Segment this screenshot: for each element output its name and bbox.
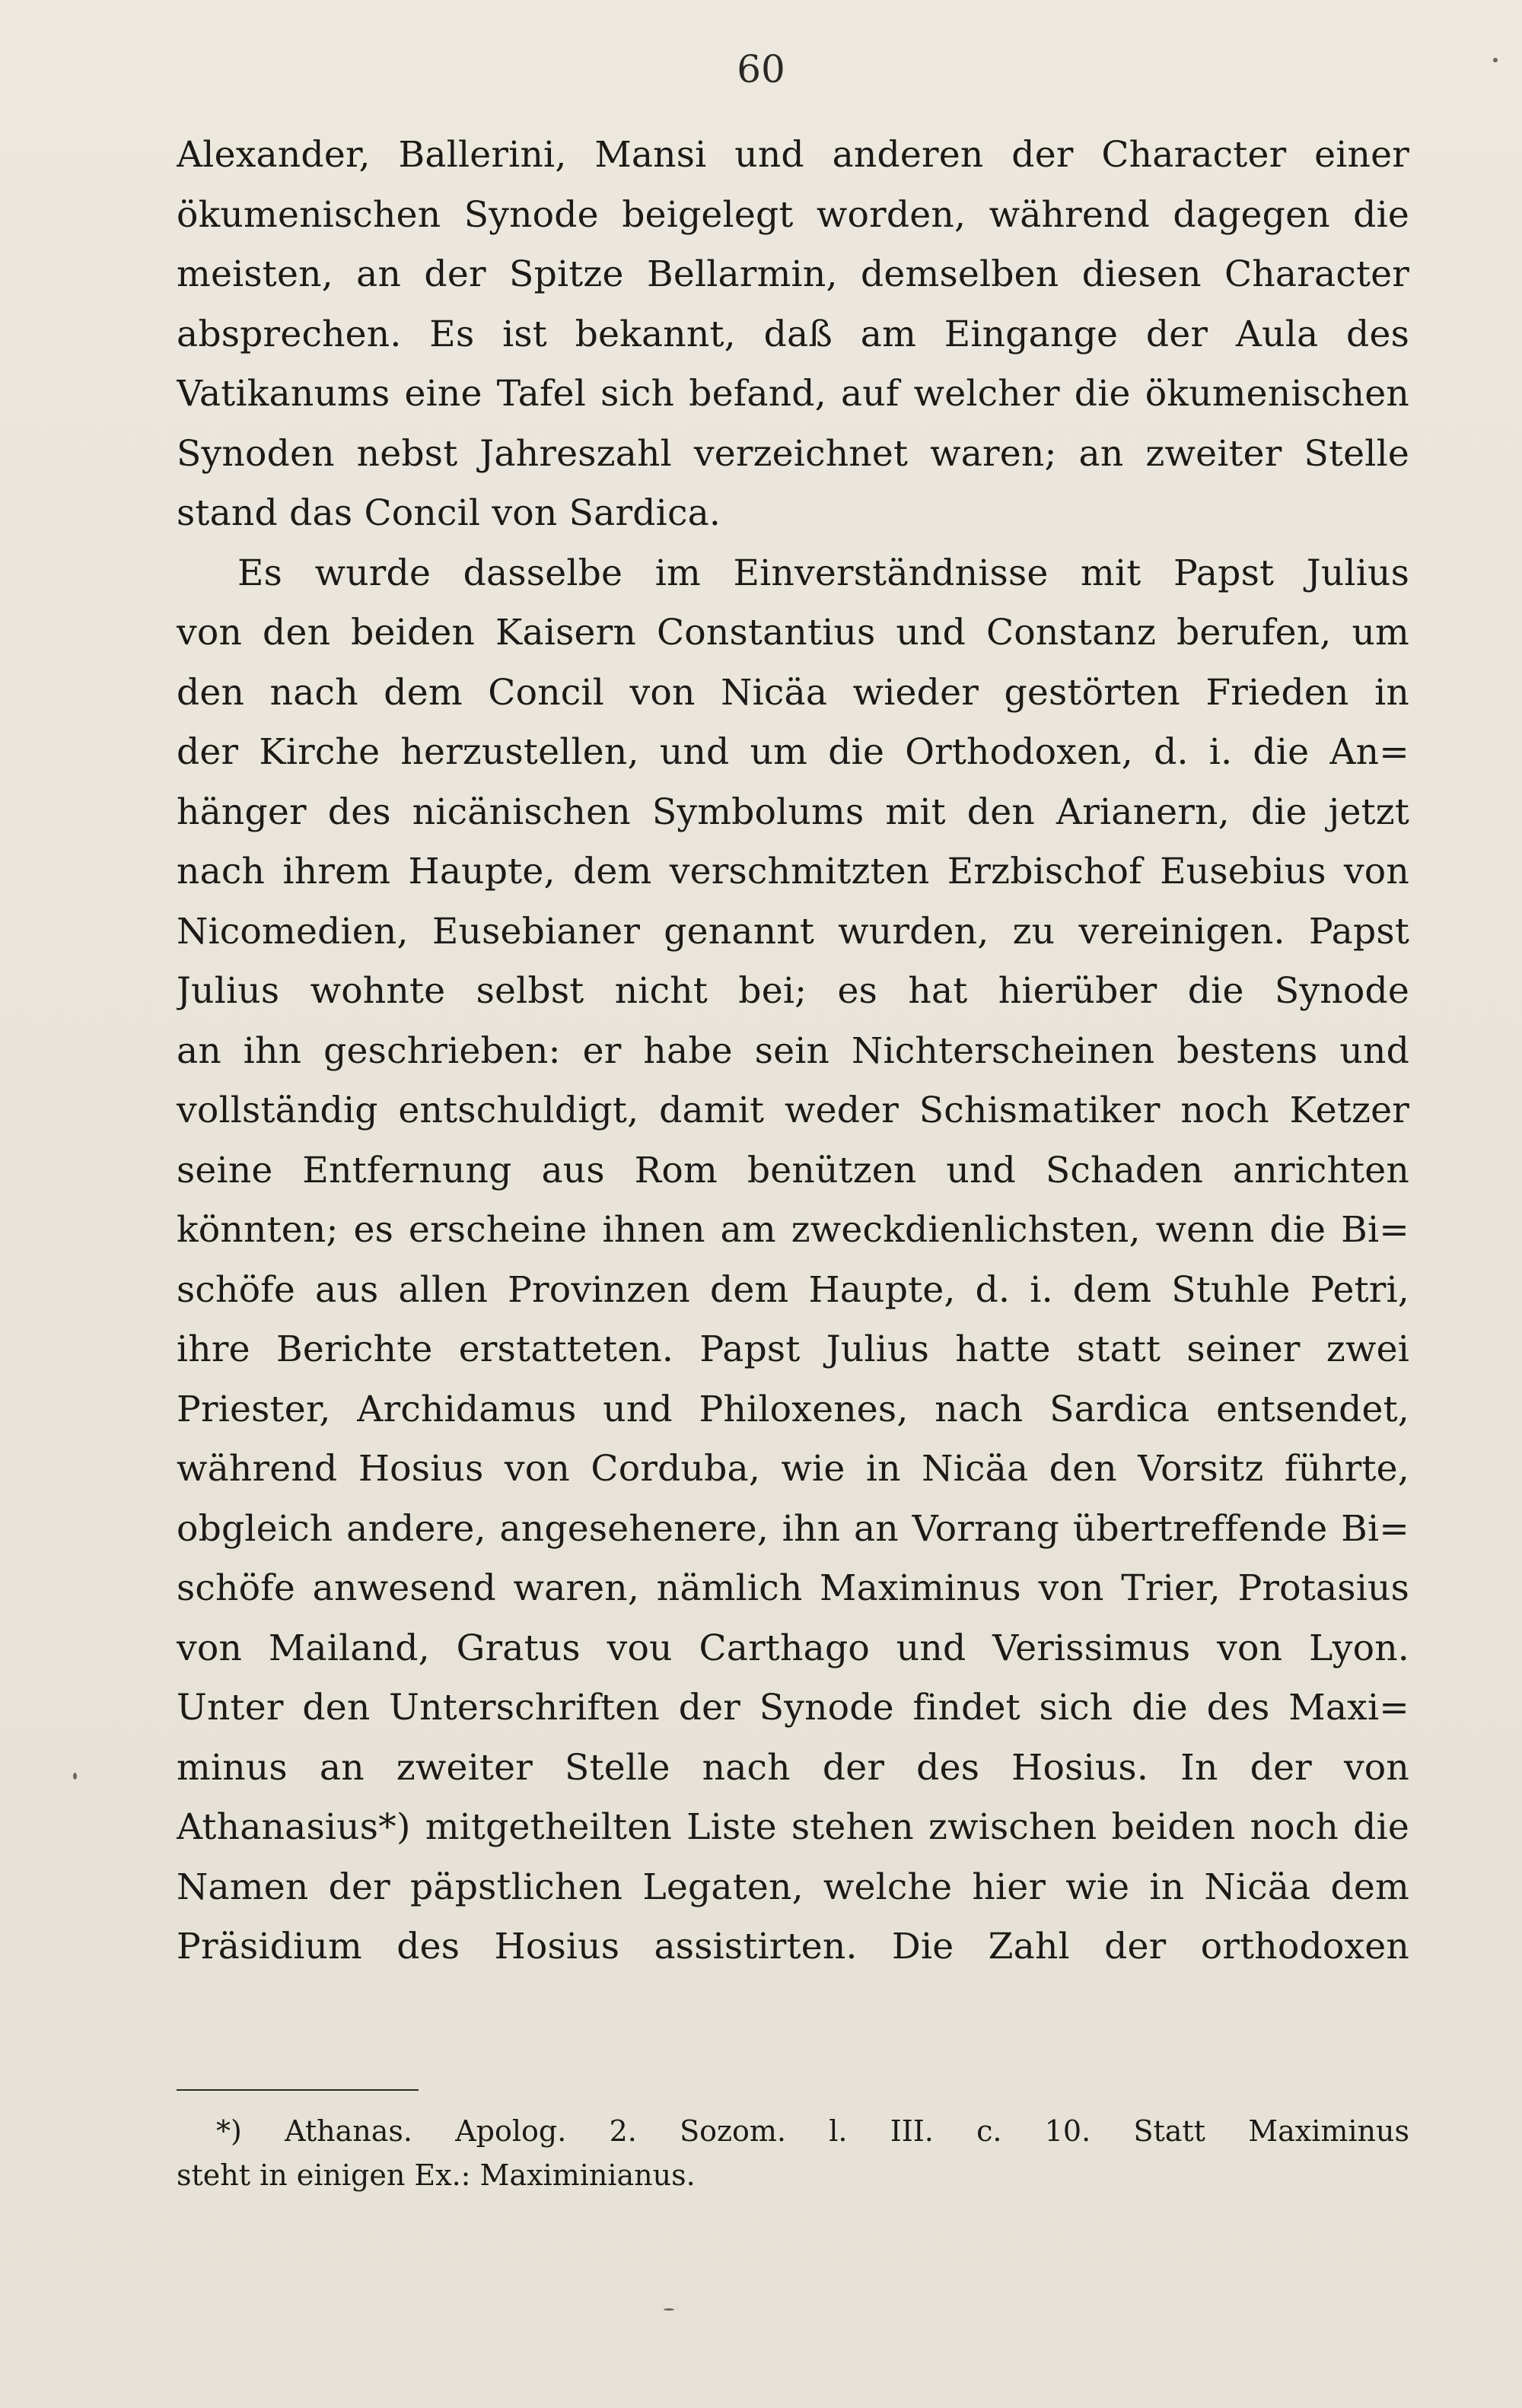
- body-text: [177, 126, 1409, 1977]
- text-line: Nicomedien, Eusebianer genannt wurden, zu vereinigen. Papst: [177, 910, 1409, 953]
- text-line: Priester, Archidamus und Philoxenes, nach Sardica entsendet,: [177, 1388, 1409, 1430]
- text-line: von Mailand, Gratus vou Carthago und Verissimus von Lyon.: [177, 1627, 1409, 1669]
- text-line: Namen der päpstlichen Legaten, welche hier wie in Nicäa dem: [177, 1866, 1409, 1908]
- text-line: Alexander, Ballerini, Mansi und anderen der Character einer: [177, 134, 1409, 176]
- text-line: Unter den Unterschriften der Synode findet sich die des Maxi=: [177, 1687, 1409, 1729]
- text-line: schöfe anwesend waren, nämlich Maximinus von Trier, Protasius: [177, 1567, 1409, 1609]
- paper-speck: [664, 2308, 674, 2311]
- paragraph-end-line: stand das Concil von Sardica.: [177, 492, 721, 534]
- footnote-line: *) Athanas. Apolog. 2. Sozom. l. III. c. 10. Statt Maximinus: [216, 2114, 1409, 2148]
- page-number: 60: [737, 47, 785, 91]
- text-line: hänger des nicänischen Symbolums mit den Arianern, die jetzt: [177, 790, 1409, 833]
- footnote: [177, 2109, 1409, 2197]
- paper-speck: [1493, 58, 1498, 62]
- text-line: schöfe aus allen Provinzen dem Haupte, d. i. dem Stuhle Petri,: [177, 1268, 1409, 1311]
- paper-speck: [73, 1773, 77, 1780]
- footnote-line: steht in einigen Ex.: Maximinianus.: [177, 2158, 696, 2192]
- text-line: während Hosius von Corduba, wie in Nicäa den Vorsitz führte,: [177, 1448, 1409, 1490]
- text-line: könnten; es erscheine ihnen am zweckdienlichsten, wenn die Bi=: [177, 1209, 1409, 1251]
- footnote-rule: [177, 2089, 419, 2091]
- text-line: meisten, an der Spitze Bellarmin, demselben diesen Character: [177, 253, 1409, 295]
- text-line: der Kirche herzustellen, und um die Orthodoxen, d. i. die An=: [177, 731, 1409, 773]
- text-line: Präsidium des Hosius assistirten. Die Zahl der orthodoxen: [177, 1926, 1409, 1967]
- text-line: Athanasius*) mitgetheilten Liste stehen zwischen beiden noch die: [177, 1806, 1409, 1848]
- text-line: an ihn geschrieben: er habe sein Nichterscheinen bestens und: [177, 1029, 1409, 1072]
- text-line: nach ihrem Haupte, dem verschmitzten Erzbischof Eusebius von: [177, 851, 1409, 892]
- text-line: ökumenischen Synode beigelegt worden, während dagegen die: [177, 193, 1409, 236]
- text-line: vollständig entschuldigt, damit weder Schismatiker noch Ketzer: [177, 1089, 1409, 1131]
- text-line: Synoden nebst Jahreszahl verzeichnet waren; an zweiter Stelle: [177, 432, 1409, 475]
- text-line: Vatikanums eine Tafel sich befand, auf welcher die ökumenischen: [177, 373, 1409, 415]
- text-line: seine Entfernung aus Rom benützen und Schaden anrichten: [177, 1149, 1409, 1191]
- paragraph-start-line: Es wurde dasselbe im Einverständnisse mit Papst Julius: [237, 552, 1409, 594]
- text-line: Julius wohnte selbst nicht bei; es hat hierüber die Synode: [177, 970, 1409, 1012]
- text-line: ihre Berichte erstatteten. Papst Julius hatte statt seiner zwei: [177, 1328, 1409, 1370]
- text-line: obgleich andere, angesehenere, ihn an Vorrang übertreffende Bi=: [177, 1507, 1409, 1550]
- text-line: minus an zweiter Stelle nach der des Hosius. In der von: [177, 1746, 1409, 1789]
- text-line: absprechen. Es ist bekannt, daß am Eingange der Aula des: [177, 313, 1409, 355]
- text-line: von den beiden Kaisern Constantius und Constanz berufen, um: [177, 612, 1409, 654]
- text-line: den nach dem Concil von Nicäa wieder gestörten Frieden in: [177, 671, 1409, 714]
